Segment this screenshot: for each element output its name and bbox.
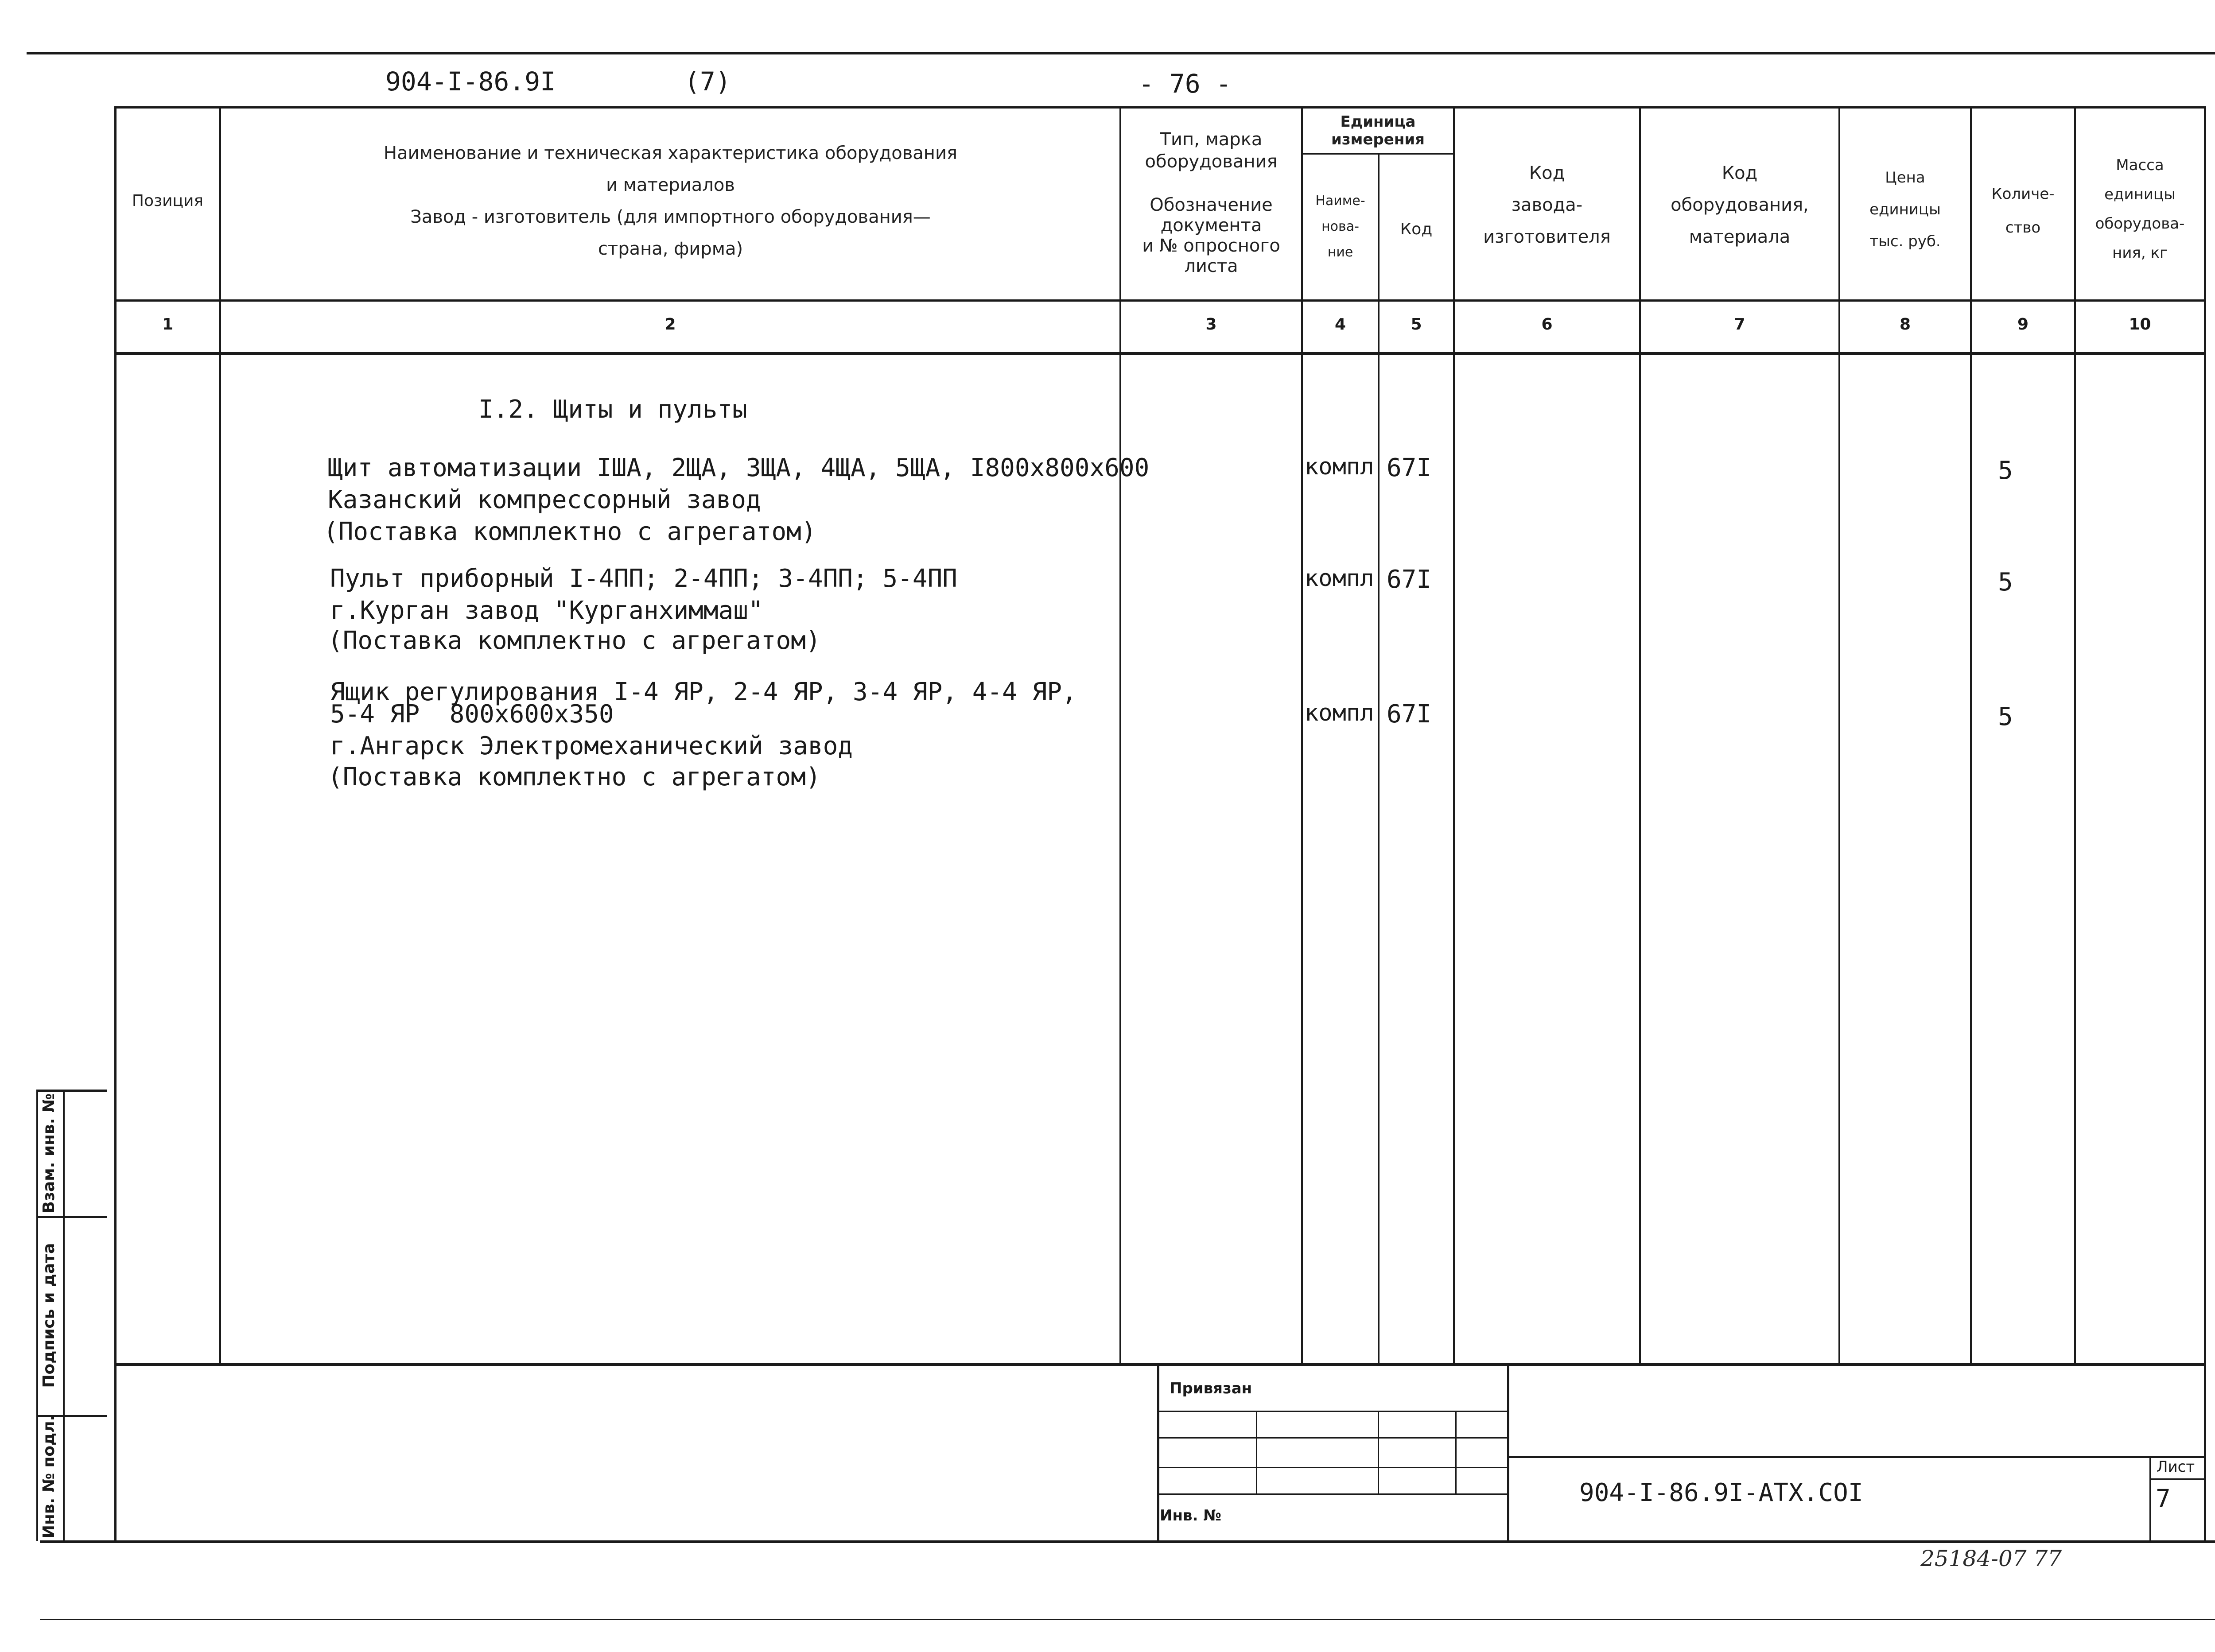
col-number-8: 8: [1899, 315, 1911, 334]
row-3-code: 67I: [1387, 700, 1432, 729]
row-1-unit: компл: [1305, 454, 1374, 480]
header-price-line-3: тыс. руб.: [1869, 233, 1941, 250]
privyazan-col-2: [1378, 1411, 1379, 1493]
header-unit-group: [1303, 113, 1453, 148]
header-unit-code: Код: [1400, 220, 1433, 238]
sheet-number: 7: [2156, 1485, 2171, 1513]
header-equipment-code-line-2: оборудования,: [1671, 195, 1809, 215]
col-number-4: 4: [1334, 315, 1346, 334]
col-number-2: 2: [664, 315, 676, 334]
top-trim-line: [27, 52, 2215, 54]
header-unit-name-line-2: нова-: [1321, 219, 1359, 234]
table-bottom-line: [115, 1363, 2206, 1366]
header-unit-name-line-3: ние: [1327, 244, 1353, 260]
header-factory-code-line-3: изготовителя: [1483, 227, 1611, 247]
page-number: - 76 -: [1139, 69, 1232, 99]
row-3-line-4: (Поставка комплектно с агрегатом): [328, 763, 821, 791]
header-mass-line-4: ния, кг: [2112, 244, 2168, 262]
row-3-line-1: Ящик регулирования I-4 ЯР, 2-4 ЯР, 3-4 ЯР, 4-4 ЯР,: [330, 678, 1077, 706]
sheet-label: Лист: [2157, 1458, 2195, 1476]
row-2-line-1: Пульт приборный I-4ПП; 2-4ПП; 3-4ПП; 5-4ПП: [330, 564, 958, 593]
header-unit-name: [1303, 188, 1378, 265]
col-line-1: [219, 106, 221, 1364]
numbers-row-bottom-line: [115, 352, 2206, 355]
col-number-9: 9: [2017, 315, 2029, 334]
header-type: [1121, 128, 1301, 173]
header-equipment-code-line-3: материала: [1689, 227, 1791, 247]
row-2-line-2: г.Курган завод "Курганхиммаш": [330, 596, 763, 625]
row-3-unit: компл: [1305, 700, 1374, 726]
header-price-line-2: единицы: [1869, 201, 1941, 218]
stamp-replaced-inv: Взам. инв. №: [40, 1093, 58, 1214]
col-line-3: [1301, 106, 1303, 1364]
stamp-left-line: [36, 1090, 38, 1541]
header-name: [222, 137, 1119, 265]
header-document-line-3: и № опросного: [1142, 236, 1280, 256]
header-document: [1121, 195, 1301, 276]
header-quantity-line-1: Количе-: [1991, 185, 2055, 203]
part-number: (7): [684, 66, 731, 97]
stamp-signature-date: Подпись и дата: [40, 1243, 58, 1388]
header-price-line-1: Цена: [1885, 169, 1925, 186]
privyazan-col-1: [1256, 1411, 1257, 1493]
col-line-7: [1838, 106, 1840, 1364]
col-number-1: 1: [162, 315, 174, 334]
sheet-cell-divider: [2149, 1478, 2205, 1480]
title-block-left-line: [1157, 1363, 1159, 1540]
header-name-line-1: Наименование и техническая характеристика оборудования: [384, 143, 957, 163]
col-line-8: [1970, 106, 1972, 1364]
header-quantity-line-2: ство: [2005, 219, 2041, 237]
header-position: Позиция: [132, 192, 204, 210]
header-unit-group-line-1: Единица: [1340, 113, 1416, 131]
header-unit-name-line-1: Наиме-: [1315, 193, 1365, 209]
header-quantity: [1972, 177, 2074, 244]
header-mass-line-2: единицы: [2104, 186, 2176, 203]
bottom-trim-line: [40, 1619, 2215, 1620]
unit-group-divider: [1301, 153, 1453, 155]
header-name-line-3: Завод - изготовитель (для импортного оборудования—: [410, 207, 931, 227]
stamp-original-inv: Инв. № подл.: [40, 1415, 58, 1539]
col-number-10: 10: [2129, 315, 2151, 334]
row-2-quantity: 5: [1998, 568, 2013, 597]
header-factory-code-line-2: завода-: [1511, 195, 1583, 215]
header-mass-line-3: оборудова-: [2095, 215, 2185, 233]
row-2-code: 67I: [1387, 565, 1432, 594]
row-2-line-3: (Поставка комплектно с агрегатом): [328, 626, 821, 655]
row-2-unit: компл: [1305, 565, 1374, 592]
row-1-quantity: 5: [1998, 456, 2013, 485]
privyazan-line-4: [1158, 1493, 1508, 1495]
table-top-border: [115, 106, 2206, 109]
header-bottom-line: [115, 299, 2206, 302]
designation-top-line: [1508, 1456, 2204, 1458]
col-line-4: [1378, 153, 1380, 1364]
row-3-quantity: 5: [1998, 702, 2013, 731]
inv-no-label: Инв. №: [1160, 1507, 1222, 1524]
sheet-cell-left-line: [2149, 1456, 2151, 1540]
col-number-6: 6: [1541, 315, 1553, 334]
document-designation: 904-I-86.9I-ATX.COI: [1579, 1478, 1863, 1507]
col-line-2: [1119, 106, 1121, 1364]
header-factory-code-line-1: Код: [1529, 163, 1565, 183]
privyazan-label: Привязан: [1170, 1380, 1252, 1397]
frame-bottom-border: [40, 1540, 2215, 1543]
row-1-line-3: (Поставка комплектно с агрегатом): [323, 517, 816, 546]
header-name-line-2: и материалов: [606, 175, 735, 195]
stamp-mid-line: [63, 1090, 65, 1541]
privyazan-col-3: [1455, 1411, 1457, 1493]
row-1-line-2: Казанский компрессорный завод: [328, 485, 761, 514]
header-type-line-1: Тип, марка: [1160, 129, 1263, 150]
row-3-line-3: г.Ангарск Электромеханический завод: [330, 732, 853, 760]
col-line-9: [2074, 106, 2076, 1364]
handwritten-archive-number: 25184-07 77: [1920, 1546, 2062, 1571]
section-title: I.2. Щиты и пульты: [478, 395, 747, 424]
col-number-5: 5: [1411, 315, 1422, 334]
stamp-divider-1: [36, 1216, 107, 1218]
col-number-7: 7: [1734, 315, 1745, 334]
row-1-code: 67I: [1387, 454, 1432, 482]
header-equipment-code: [1641, 157, 1838, 253]
header-factory-code: [1455, 157, 1639, 253]
header-name-line-4: страна, фирма): [598, 239, 743, 259]
header-price: [1840, 162, 1970, 257]
col-number-3: 3: [1205, 315, 1217, 334]
col-line-5: [1453, 106, 1455, 1364]
title-block-mid-line: [1507, 1363, 1509, 1540]
col-line-6: [1639, 106, 1641, 1364]
header-unit-group-line-2: измерения: [1331, 131, 1425, 148]
header-mass-line-1: Масса: [2116, 156, 2164, 174]
header-document-line-1: Обозначение: [1150, 195, 1273, 215]
row-1-line-1: Щит автоматизации IША, 2ЩА, 3ЩА, 4ЩА, 5ЩА, I800x800x600: [328, 454, 1150, 482]
header-equipment-code-line-1: Код: [1721, 163, 1758, 183]
header-document-line-4: листа: [1184, 256, 1238, 276]
row-3-line-2: 5-4 ЯР 800x600x350: [330, 700, 614, 729]
frame-right-border: [2204, 106, 2206, 1541]
doc-code: 904-I-86.9I: [385, 66, 556, 97]
header-mass: [2076, 151, 2204, 268]
header-type-line-2: оборудования: [1145, 151, 1278, 172]
header-document-line-2: документа: [1160, 215, 1262, 236]
